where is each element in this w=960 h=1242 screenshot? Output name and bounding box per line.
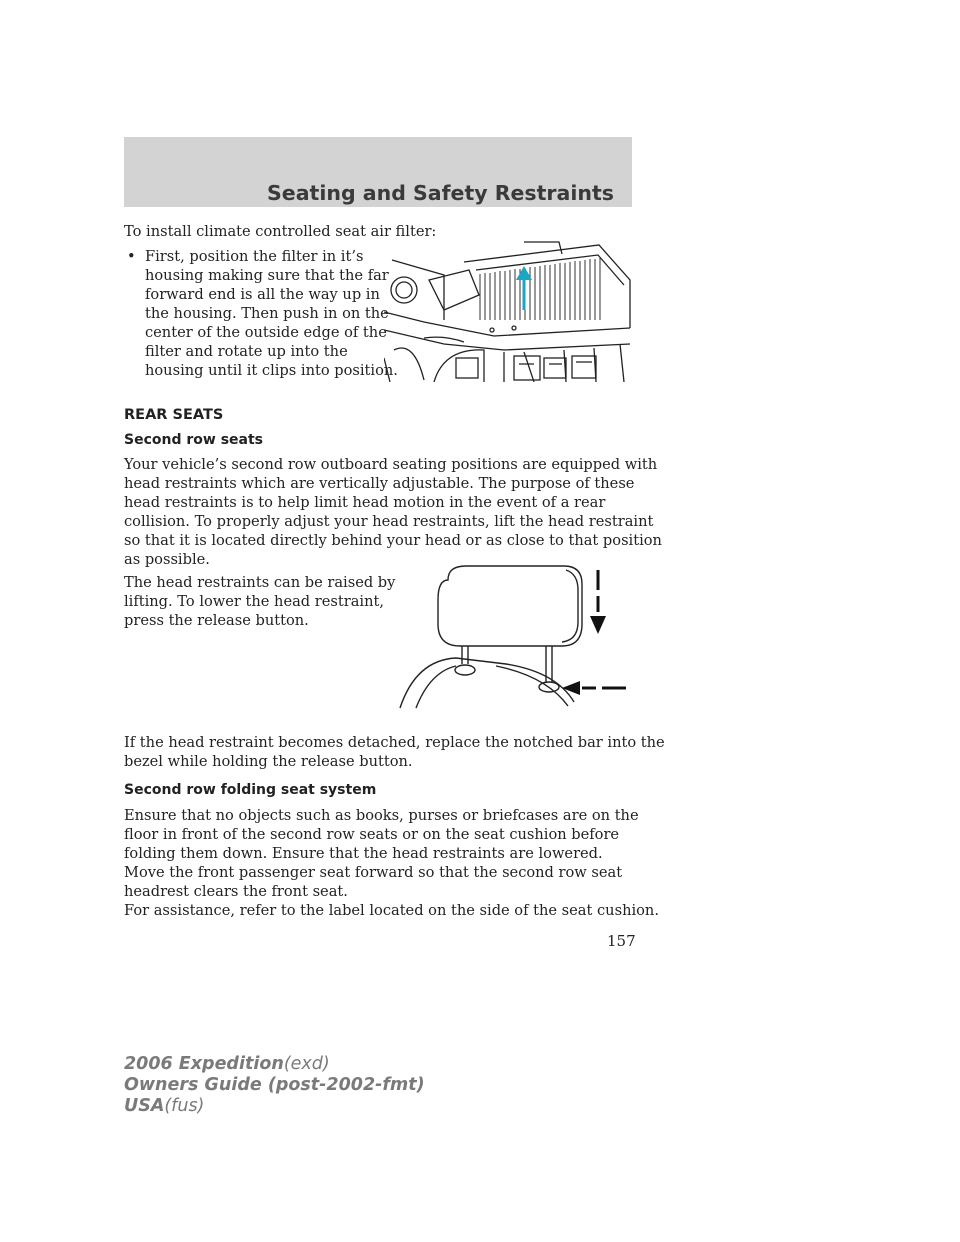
text-line: center of the outside edge of the [145, 324, 387, 341]
folding-paragraph-1 [124, 806, 639, 863]
text-line: headrest clears the front seat. [124, 883, 348, 900]
filter-step-text [145, 247, 398, 380]
text-line: If the head restraint becomes detached, replace the notched bar into the [124, 734, 665, 751]
detached-restraint-paragraph [124, 733, 665, 771]
text-line: bezel while holding the release button. [124, 753, 413, 770]
footer-model: 2006 Expedition [124, 1054, 284, 1074]
text-line: collision. To properly adjust your head restraints, lift the head restraint [124, 513, 654, 530]
rear-seats-heading: REAR SEATS [124, 407, 224, 423]
text-line: folding them down. Ensure that the head restraints are lowered. [124, 845, 603, 862]
text-line: press the release button. [124, 612, 309, 629]
down-arrow-icon [590, 570, 606, 634]
text-line: The head restraints can be raised by [124, 574, 396, 591]
folding-paragraph-2 [124, 863, 622, 901]
text-line: the housing. Then push in on the [145, 305, 389, 322]
text-line: First, position the filter in it’s [145, 248, 364, 265]
text-line: forward end is all the way up in [145, 286, 380, 303]
footer-market: USA [124, 1096, 165, 1116]
head-restraint-paragraph [124, 455, 662, 569]
text-line: filter and rotate up into the [145, 343, 348, 360]
folding-paragraph-3: For assistance, refer to the label located on the side of the seat cushion. [124, 902, 659, 919]
text-line: housing making sure that the far [145, 267, 389, 284]
head-restraint-illustration [396, 560, 634, 710]
folding-seat-heading: Second row folding seat system [124, 782, 377, 798]
text-line: lifting. To lower the head restraint, [124, 593, 384, 610]
filter-install-illustration [384, 240, 634, 382]
text-line: so that it is located directly behind your head or as close to that position [124, 532, 662, 549]
section-header-band [124, 137, 632, 207]
document-footer [124, 1054, 425, 1117]
text-line: as possible. [124, 551, 210, 568]
second-row-seats-heading: Second row seats [124, 432, 263, 448]
text-line: housing until it clips into position. [145, 362, 398, 379]
text-line: floor in front of the second row seats or on the seat cushion before [124, 826, 620, 843]
text-line: head restraints which are vertically adjustable. The purpose of these [124, 475, 635, 492]
footer-line-3 [124, 1096, 425, 1117]
text-line: Your vehicle’s second row outboard seating positions are equipped with [124, 456, 658, 473]
section-title: Seating and Safety Restraints [267, 181, 614, 205]
page-number: 157 [607, 932, 636, 950]
footer-model-code: (exd) [283, 1054, 330, 1074]
bullet-marker: • [127, 248, 136, 265]
footer-market-code: (fus) [164, 1096, 205, 1116]
text-line: head restraints is to help limit head motion in the event of a rear [124, 494, 606, 511]
intro-text: To install climate controlled seat air filter: [124, 223, 437, 240]
raise-restraint-paragraph [124, 573, 395, 630]
footer-line-2: Owners Guide (post-2002-fmt) [124, 1075, 425, 1095]
left-arrow-icon [562, 681, 626, 695]
footer-line-1 [124, 1054, 425, 1075]
text-line: Move the front passenger seat forward so that the second row seat [124, 864, 623, 881]
text-line: Ensure that no objects such as books, purses or briefcases are on the [124, 807, 639, 824]
